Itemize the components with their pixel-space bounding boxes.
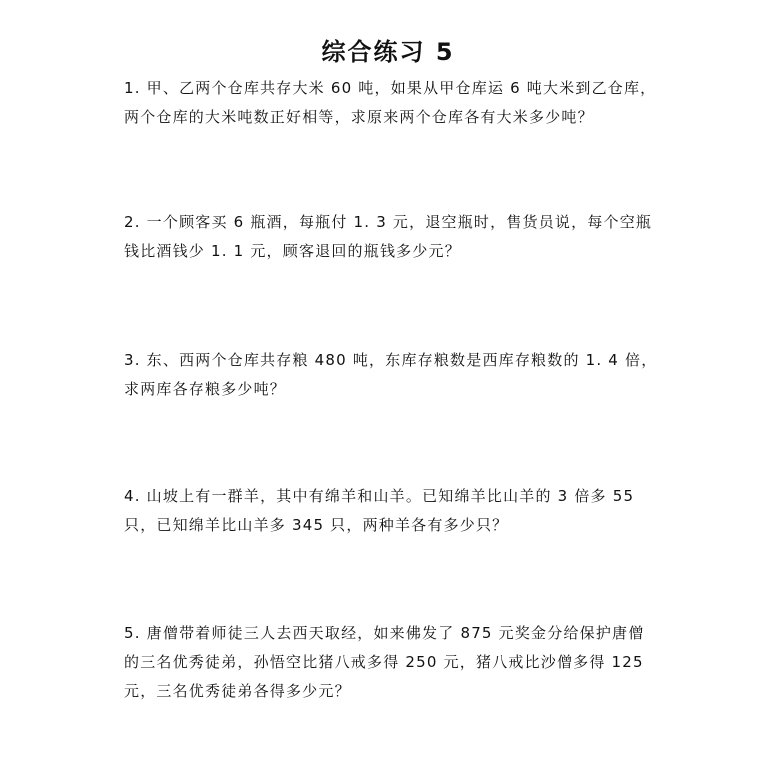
problem-2 — [124, 208, 654, 266]
problem-2-line-2: 钱比酒钱少 1. 1 元，顾客退回的瓶钱多少元？ — [124, 242, 461, 260]
page-title: 综合练习 5 — [321, 38, 455, 66]
problem-4 — [124, 482, 654, 540]
problem-3 — [124, 346, 658, 404]
problem-5-line-1: 5. 唐僧带着师徒三人去西天取经，如来佛发了 875 元奖金分给保护唐僧 — [124, 624, 645, 642]
problem-1-line-1: 1. 甲、乙两个仓库共存大米 60 吨，如果从甲仓库运 6 吨大米到乙仓库， — [124, 79, 657, 97]
problem-3-line-1: 3. 东、西两个仓库共存粮 480 吨，东库存粮数是西库存粮数的 1. 4 倍， — [124, 351, 658, 369]
problem-4-line-1: 4. 山坡上有一群羊，其中有绵羊和山羊。已知绵羊比山羊的 3 倍多 55 — [124, 487, 635, 505]
problem-5-line-3: 元，三名优秀徒弟各得多少元？ — [124, 682, 351, 700]
problem-3-line-2: 求两库各存粮多少吨？ — [124, 380, 287, 398]
problem-5 — [124, 619, 654, 706]
problem-1 — [124, 74, 657, 132]
problem-4-line-2: 只，已知绵羊比山羊多 345 只，两种羊各有多少只？ — [124, 516, 509, 534]
problem-5-line-2: 的三名优秀徒弟，孙悟空比猪八戒多得 250 元，猪八戒比沙僧多得 125 — [124, 653, 644, 671]
problem-1-line-2: 两个仓库的大米吨数正好相等，求原来两个仓库各有大米多少吨？ — [124, 108, 594, 126]
problem-2-line-1: 2. 一个顾客买 6 瓶酒，每瓶付 1. 3 元，退空瓶时，售货员说，每个空瓶 — [124, 213, 653, 231]
